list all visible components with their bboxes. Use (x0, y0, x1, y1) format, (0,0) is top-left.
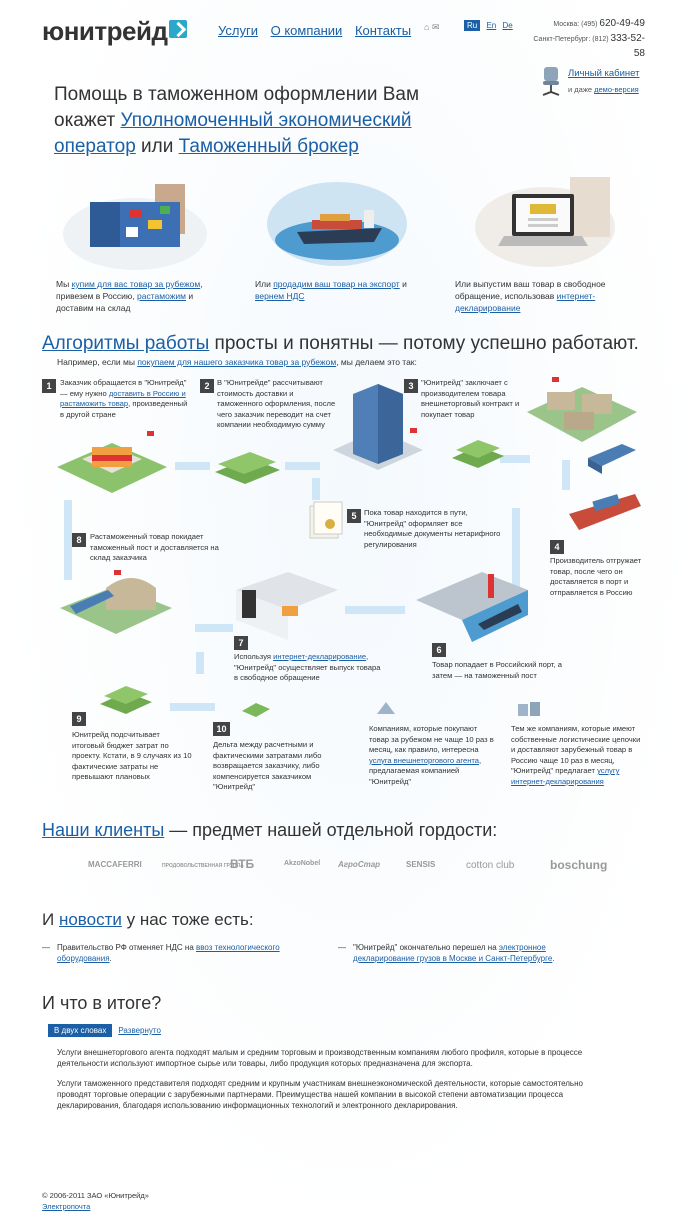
step-1-text: Заказчик обращается в "Юнитрейд" — ему нужно доставить в Россию и растаможить товар, произведенный в другой стране (60, 378, 188, 419)
summary-title: И что в итоге? (42, 993, 162, 1013)
intro-link[interactable]: покупаем для нашего заказчика товар за рубежом (137, 357, 337, 367)
step-6-number: 6 (432, 643, 446, 657)
nav-services[interactable]: Услуги (218, 23, 258, 38)
money-stack-icon (96, 678, 156, 720)
cabinet-sub: и даже демо-версия (568, 85, 639, 94)
summary-paragraph: Услуги внешнеторгового агента подходят малым и средним торговым и производственным компаниям любого профиля, которые в процессе деятельности используют импортное сырье или товары, либо продукция которых предназначена для экспорта. (57, 1048, 583, 1068)
service-export: Или продадим ваш товар на экспорт и вернем НДС (255, 279, 407, 301)
step-10-text: Дельта между расчетными и фактическими затратами либо возвращается заказчику, либо компенсируется заказчиком "Юнитрейд" (213, 740, 322, 791)
phones (527, 17, 645, 62)
flow-arrow (196, 652, 204, 674)
hero-title: Помощь в таможенном оформлении Вам окажет Уполномоченный экономический оператор или Таможенный брокер (54, 84, 420, 157)
algorithm-title: Алгоритмы работы просты и понятны — потому успешно работают. (42, 333, 639, 354)
service-buy: Мы купим для вас товар за рубежом, привезем в Россию, растаможим и доставим на склад (56, 279, 203, 313)
language-switcher (464, 21, 517, 30)
client-logo[interactable]: cotton club (466, 860, 515, 871)
step-10-number: 10 (213, 722, 230, 736)
export-link[interactable]: продадим ваш товар на экспорт (273, 279, 400, 289)
agent-service-link[interactable]: услуга внешнеторгового агента (369, 755, 480, 765)
step-5-text: Пока товар находится в пути, "Юнитрейд" оформляет все необходимые документы нетарифного регулирования (364, 508, 501, 549)
money-stack-icon (210, 444, 285, 489)
flow-arrow (285, 462, 320, 470)
client-logo[interactable]: SENSIS (406, 860, 436, 869)
flow-arrow (312, 478, 320, 500)
demo-link[interactable]: демо-версия (594, 85, 639, 94)
copyright: © 2006-2011 ЗАО «Юнитрейд» (42, 1191, 149, 1200)
client-logo[interactable]: ВТБ (230, 857, 255, 871)
logo[interactable] (42, 16, 187, 47)
step-4-number: 4 (550, 540, 564, 554)
company-building-icon (516, 700, 542, 718)
client-logo[interactable]: АгроСтар (338, 860, 381, 869)
step-1-number: 1 (42, 379, 56, 393)
ship-illustration (262, 172, 412, 272)
step-2-number: 2 (200, 379, 214, 393)
service-release: Или выпустим ваш товар в свободное обращение, использовав интернет-декларирование (455, 279, 606, 313)
vat-refund-link[interactable]: вернем НДС (255, 291, 305, 301)
logo-arrow-icon (169, 20, 187, 38)
footer (42, 1190, 149, 1212)
customer-shop-illustration (52, 425, 172, 497)
agent-note: Компаниям, которые покупают товар за рубежом не чаще 10 раз в месяц, как правило, интересна услуга внешнеторгового агента, предлагаемая компанией "Юнитрейд" (369, 724, 494, 786)
nav-contacts[interactable]: Контакты (354, 23, 412, 38)
step-7-number: 7 (234, 636, 248, 650)
phone-moscow: Москва: (495) 620-49-49 (553, 18, 645, 29)
declaration-note: Тем же компаниям, которые имеют собственные логистические цепочки и доставляют зарубежный товар в Россию чаще 10 раз в месяц, "Юнитрейд" предлагает услугу интернет-декларирования (511, 724, 641, 786)
flow-arrow (175, 462, 210, 470)
documents-icon (302, 498, 348, 544)
step-9-text: Юнитрейд подсчитывает итоговый бюджет затрат по проекту. Кстати, в 9 случаях из 10 фактические затраты не превышают плановых (72, 730, 192, 781)
flow-arrow (345, 606, 405, 614)
broker-link[interactable]: Таможенный брокер (178, 136, 359, 157)
news-item: — "Юнитрейд" окончательно перешел на электронное декларирование грузов в Москве и Санкт-Петербурге. (338, 943, 555, 963)
lang-ru[interactable]: Ru (464, 20, 480, 31)
summary-paragraph: Услуги таможенного представителя подходят средним и крупным участникам внешнеэкономической деятельности, которые самостоятельно проводят торговые операции с зарубежными партнерами. Преимущества нашей компании в высокой степени автоматизации процесса декларирования, благодаря использованию информационных технологий и электронного декларирования. (57, 1079, 583, 1110)
step-8-number: 8 (72, 533, 86, 547)
header-icons (424, 22, 440, 33)
lang-en[interactable]: En (486, 21, 497, 30)
mail-icon[interactable]: ✉ (431, 22, 440, 32)
step-3-text: "Юнитрейд" заключает с производителем товара внешнеторговый контракт и покупает товар (421, 378, 520, 419)
client-logo[interactable]: AkzoNobel (284, 860, 321, 867)
algorithm-intro: Например, если мы покупаем для нашего заказчика товар за рубежом, мы делаем это так: (57, 357, 417, 367)
summary-tabs (48, 1024, 161, 1037)
port-illustration (412, 560, 532, 645)
tab-short[interactable]: В двух словах (48, 1024, 112, 1037)
containers-illustration (60, 172, 210, 272)
flow-arrow (195, 624, 233, 632)
phone-spb: Санкт-Петербург: (812) 333-52-58 (533, 33, 645, 59)
home-icon[interactable]: ⌂ (424, 22, 430, 32)
buy-abroad-link[interactable]: купим для вас товар за рубежом (71, 279, 201, 289)
logo-text: юнитрейд (42, 16, 168, 46)
lang-de[interactable]: De (502, 21, 513, 30)
customs-office-illustration (232, 570, 342, 642)
nav-about[interactable]: О компании (270, 23, 343, 38)
money-small-icon (240, 697, 272, 721)
cabinet-link[interactable]: Личный кабинет (568, 68, 640, 79)
summary-text (57, 1047, 587, 1111)
news-link[interactable]: новости (58, 910, 122, 929)
client-logo[interactable]: boschung (550, 858, 608, 872)
step-7-link[interactable]: интернет-декларирование (273, 652, 367, 661)
company-building-icon (375, 700, 397, 716)
news-title: И новости у нас тоже есть: (42, 910, 254, 929)
declaration-service-link[interactable]: услугу интернет-декларирования (511, 766, 620, 786)
office-chair-icon (540, 66, 562, 98)
flow-arrow (170, 703, 215, 711)
main-nav (218, 23, 420, 38)
step-9-number: 9 (72, 712, 86, 726)
algorithms-link[interactable]: Алгоритмы работы (42, 333, 210, 354)
laptop-illustration (470, 172, 620, 272)
step-8-text: Растаможенный товар покидает таможенный пост и доставляется на склад заказчика (90, 532, 219, 562)
truck-icon (582, 436, 640, 478)
step-1-link[interactable]: доставить в Россию и растаможить товар (60, 388, 186, 408)
step-3-number: 3 (404, 379, 418, 393)
news-item: — Правительство РФ отменяет НДС на ввоз технологического оборудования. (42, 943, 280, 963)
step-6-text: Товар попадает в Российский порт, а затем — на таможенный пост (432, 660, 563, 680)
clients-link[interactable]: Наши клиенты (42, 820, 165, 840)
step-2-text: В "Юнитрейде" рассчитывают стоимость доставки и таможенного оформления, после чего заказчик переводит на счет компании необходимую сумму (217, 378, 336, 429)
money-stack-icon (448, 432, 508, 474)
news-item-link[interactable]: ввоз технологического оборудования (57, 943, 280, 963)
warehouse-illustration (56, 568, 176, 638)
clients-title: Наши клиенты — предмет нашей отдельной гордости: (42, 820, 498, 840)
clients-logos (88, 857, 648, 880)
news-item-link[interactable]: электронное декларирование грузов в Москве и Санкт-Петербурге (353, 943, 553, 963)
tab-expanded[interactable]: Развернуто (118, 1026, 161, 1035)
client-logo[interactable]: ПРОДОВОЛЬСТВЕННАЯ ГРУППА (162, 863, 244, 869)
step-5-number: 5 (347, 509, 361, 523)
step-4-text: Производитель отгружает товар, после чего он доставляется в порт и отправляется в Россию (550, 556, 642, 597)
customs-link[interactable]: растаможим (137, 291, 187, 301)
client-logo[interactable]: MACCAFERRI (88, 860, 142, 869)
email-link[interactable]: Электропочта (42, 1202, 91, 1211)
internet-declaration-link[interactable]: интернет-декларирование (455, 291, 596, 313)
step-7-text: Используя интернет-декларирование, "Юнитрейд" осуществляет выпуск товара в свободное обращение (234, 652, 381, 682)
cargo-ship-icon (565, 480, 645, 540)
operator-link[interactable]: Уполномоченный экономический оператор (54, 110, 412, 157)
